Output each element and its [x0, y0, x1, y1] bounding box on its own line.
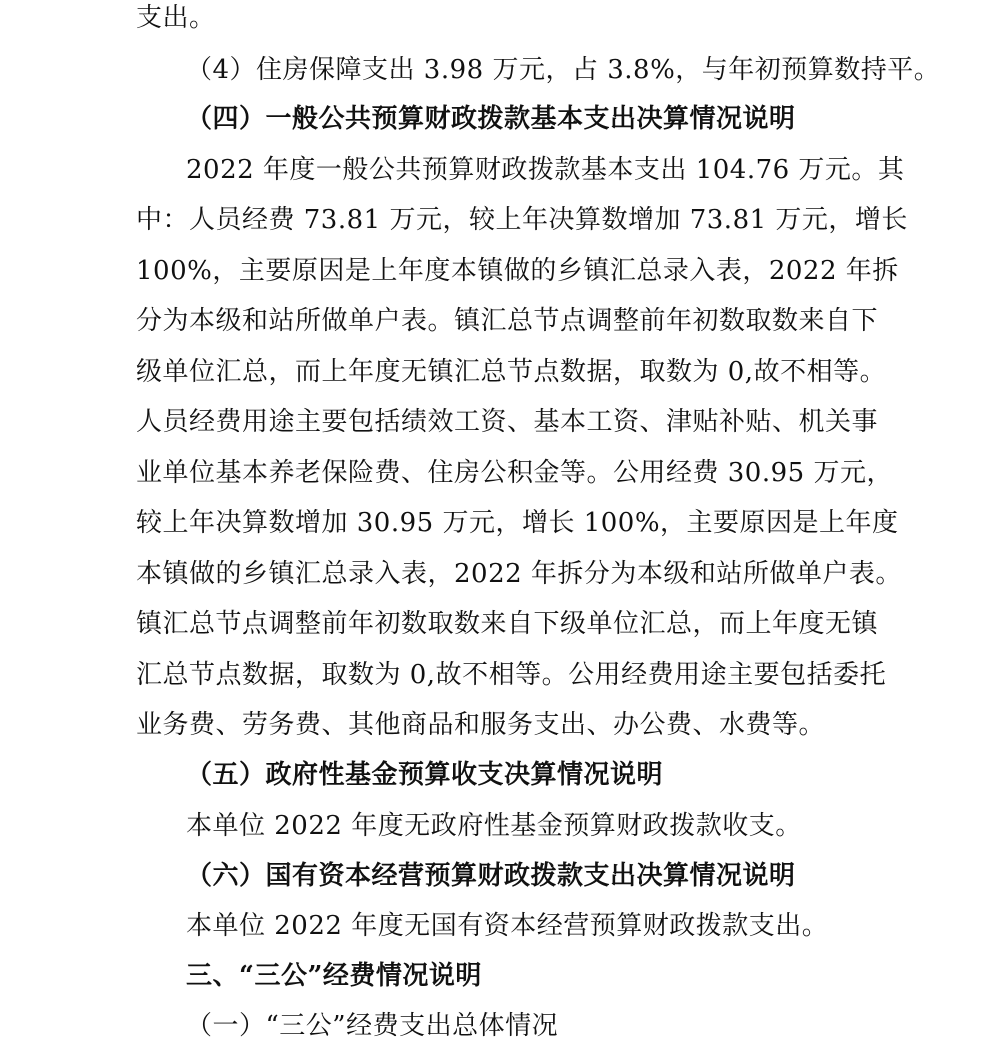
text-line-10: 业单位基本养老保险费、住房公积金等。公用经费 30.95 万元， — [136, 458, 893, 488]
section-heading-three: 三、“三公”经费情况说明 — [186, 961, 482, 991]
text-line-6: 100%，主要原因是上年度本镇做的乡镇汇总录入表，2022 年拆 — [136, 256, 899, 286]
text-line-2: （4）住房保障支出 3.98 万元，占 3.8%，与年初预算数持平。 — [186, 55, 941, 85]
text-line-8: 级单位汇总，而上年度无镇汇总节点数据，取数为 0,故不相等。 — [136, 357, 887, 387]
text-line-12: 本镇做的乡镇汇总录入表，2022 年拆分为本级和站所做单户表。 — [136, 559, 902, 589]
text-line-4: 2022 年度一般公共预算财政拨款基本支出 104.76 万元。其 — [186, 155, 905, 185]
text-line-17: 本单位 2022 年度无政府性基金预算财政拨款收支。 — [186, 811, 802, 841]
text-line-15: 业务费、劳务费、其他商品和服务支出、办公费、水费等。 — [136, 710, 826, 740]
text-line-13: 镇汇总节点调整前年初数取数来自下级单位汇总，而上年度无镇 — [136, 609, 879, 639]
text-line-1: 支出。 — [136, 3, 216, 33]
section-heading-5: （五）政府性基金预算收支决算情况说明 — [186, 760, 664, 790]
section-heading-4: （四）一般公共预算财政拨款基本支出决算情况说明 — [186, 104, 796, 134]
text-line-14: 汇总节点数据，取数为 0,故不相等。公用经费用途主要包括委托 — [136, 660, 887, 690]
text-line-5: 中：人员经费 73.81 万元，较上年决算数增加 73.81 万元，增长 — [136, 205, 908, 235]
text-line-11: 较上年决算数增加 30.95 万元，增长 100%，主要原因是上年度 — [136, 508, 899, 538]
text-line-9: 人员经费用途主要包括绩效工资、基本工资、津贴补贴、机关事 — [136, 407, 879, 437]
subsection-heading-1: （一）“三公”经费支出总体情况 — [186, 1011, 559, 1041]
text-line-7: 分为本级和站所做单户表。镇汇总节点调整前年初数取数来自下 — [136, 306, 879, 336]
section-heading-6: （六）国有资本经营预算财政拨款支出决算情况说明 — [186, 861, 796, 891]
text-line-19: 本单位 2022 年度无国有资本经营预算财政拨款支出。 — [186, 911, 829, 941]
